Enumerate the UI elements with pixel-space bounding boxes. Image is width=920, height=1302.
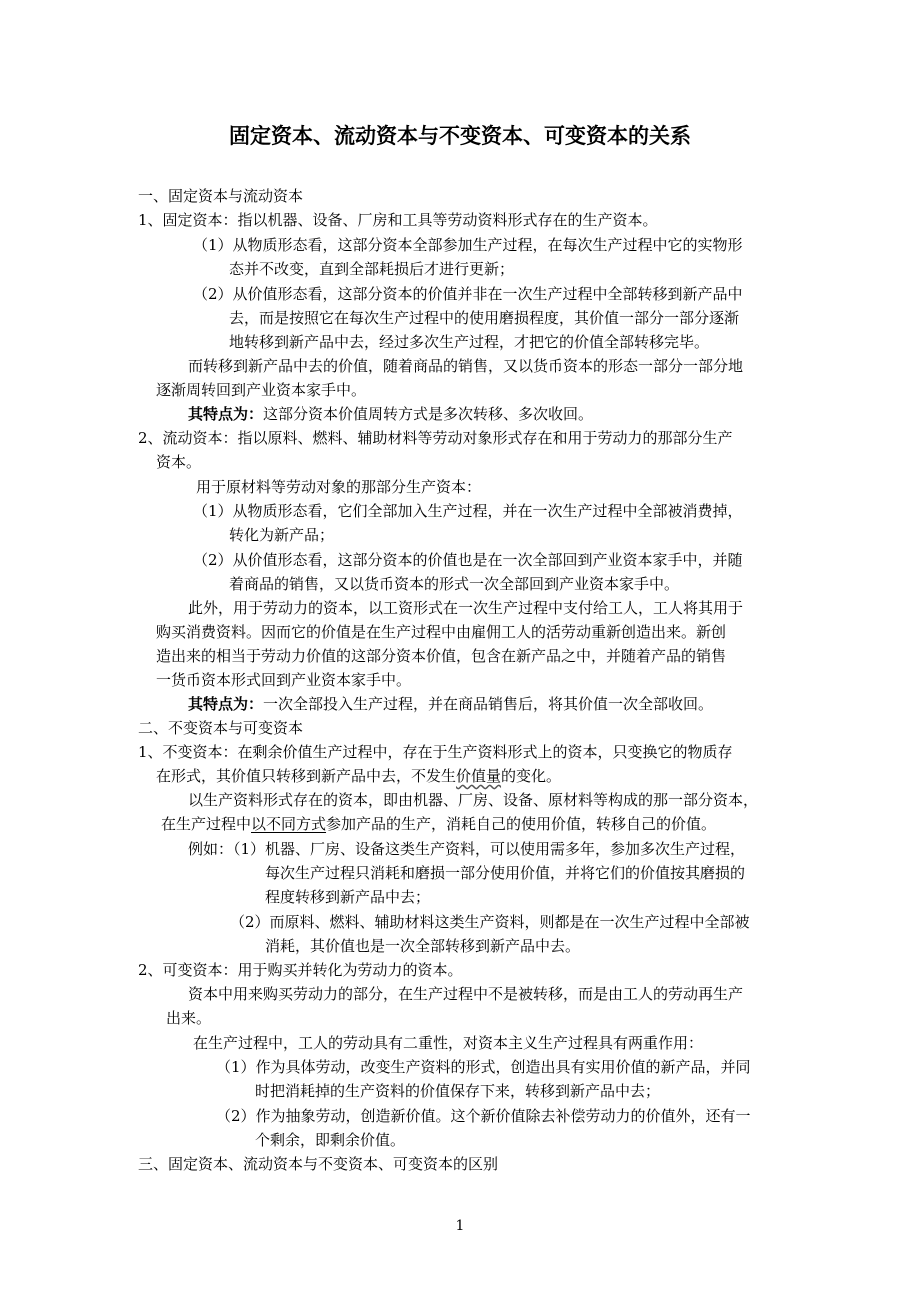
feature-text: 一次全部投入生产过程，并在商品销售后，将其价值一次全部收回。: [263, 695, 714, 713]
circulating-capital-definition-cont: 资本。: [156, 453, 202, 471]
fixed-capital-point-1-cont: 态并不改变，直到全部耗损后才进行更新；: [229, 260, 515, 278]
labor-duality-point-1-cont: 时把消耗掉的生产资料的价值保存下来，转移到新产品中去；: [255, 1082, 661, 1100]
circulating-capital-point-1: （1）从物质形态看，它们全部加入生产过程，并在一次生产过程中全部被消费掉，: [193, 502, 743, 520]
labor-capital-paragraph-cont: 一货币资本形式回到产业资本家手中。: [156, 671, 412, 689]
fixed-capital-point-2: （2）从价值形态看，这部分资本的价值并非在一次生产过程中全部转移到新产品中: [193, 285, 743, 303]
text-segment: 在生产过程中: [161, 815, 252, 833]
fixed-capital-definition: 1、固定资本：指以机器、设备、厂房和工具等劳动资料形式存在的生产资本。: [138, 211, 658, 229]
variable-capital-definition: 2、可变资本：用于购买并转化为劳动力的资本。: [138, 961, 463, 979]
circulating-capital-point-2: （2）从价值形态看，这部分资本的价值也是在一次全部回到产业资本家手中，并随: [193, 551, 743, 569]
value-quantity-term: 价值量: [456, 767, 502, 785]
fixed-capital-paragraph: 而转移到新产品中去的价值，随着商品的销售，又以货币资本的形态一部分一部分地: [188, 357, 744, 375]
section-1-heading: 一、固定资本与流动资本: [138, 187, 304, 205]
constant-capital-example-1-cont: 程度转移到新产品中去；: [265, 888, 431, 906]
labor-duality-point-2-cont: 个剩余，即剩余价值。: [255, 1131, 406, 1149]
constant-capital-example-2-cont: 消耗，其价值也是一次全部转移到新产品中去。: [265, 937, 581, 955]
labor-duality-point-1: （1）作为具体劳动，改变生产资料的形式，创造出具有实用价值的新产品，并同: [216, 1058, 751, 1076]
circulating-capital-intro: 用于原材料等劳动对象的那部分生产资本：: [196, 478, 482, 496]
labor-capital-paragraph-cont: 购买消费资料。因而它的价值是在生产过程中由雇佣工人的活劳动重新创造出来。新创: [156, 623, 727, 641]
constant-capital-definition: 1、不变资本：在剩余价值生产过程中，存在于生产资料形式上的资本，只变换它的物质存: [138, 743, 733, 761]
constant-capital-paragraph: 以生产资料形式存在的资本，即由机器、厂房、设备、原材料等构成的那一部分资本，: [188, 791, 759, 809]
variable-capital-paragraph: 资本中用来购买劳动力的部分，在生产过程中不是被转移，而是由工人的劳动再生产: [188, 985, 744, 1003]
text-segment: 的变化。: [501, 767, 562, 785]
text-segment: 参加产品的生产，消耗自己的使用价值，转移自己的价值。: [326, 815, 717, 833]
different-ways-term: 以不同方式: [251, 815, 327, 833]
circulating-capital-feature: [188, 692, 713, 716]
section-2-heading: 二、不变资本与可变资本: [138, 719, 304, 737]
fixed-capital-point-1: （1）从物质形态看，这部分资本全部参加生产过程，在每次生产过程中它的实物形: [193, 236, 743, 254]
labor-capital-paragraph: 此外，用于劳动力的资本，以工资形式在一次生产过程中支付给工人，工人将其用于: [188, 599, 744, 617]
constant-capital-example-1-cont: 每次生产过程只消耗和磨损一部分使用价值，并将它们的价值按其磨损的: [265, 864, 746, 882]
fixed-capital-feature: [188, 402, 593, 426]
labor-duality-paragraph: 在生产过程中，工人的劳动具有二重性，对资本主义生产过程具有两重作用：: [193, 1034, 704, 1052]
fixed-capital-point-2-cont: 地转移到新产品中去，经过多次生产过程，才把它的价值全部转移完毕。: [229, 333, 710, 351]
variable-capital-paragraph-cont: 出来。: [166, 1009, 212, 1027]
constant-capital-example-2: （2）而原料、燃料、辅助材料这类生产资料，则都是在一次生产过程中全部被: [230, 913, 750, 931]
circulating-capital-definition: 2、流动资本：指以原料、燃料、辅助材料等劳动对象形式存在和用于劳动力的那部分生产: [138, 429, 733, 447]
text-segment: 在形式，其价值只转移到新产品中去，不发生: [156, 767, 457, 785]
circulating-capital-point-2-cont: 着商品的销售，又以货币资本的形式一次全部回到产业资本家手中。: [229, 575, 680, 593]
document-title: 固定资本、流动资本与不变资本、可变资本的关系: [229, 124, 691, 148]
fixed-capital-paragraph-cont: 逐渐周转回到产业资本家手中。: [156, 381, 367, 399]
section-3-heading: 三、固定资本、流动资本与不变资本、可变资本的区别: [138, 1155, 499, 1173]
feature-text: 这部分资本价值周转方式是多次转移、多次收回。: [263, 405, 594, 423]
feature-label: 其特点为：: [188, 695, 264, 713]
labor-capital-paragraph-cont: 造出来的相当于劳动力价值的这部分资本价值，包含在新产品之中，并随着产品的销售: [156, 647, 727, 665]
fixed-capital-point-2-cont: 去，而是按照它在每次生产过程中的使用磨损程度，其价值一部分一部分逐渐: [229, 309, 740, 327]
circulating-capital-point-1-cont: 转化为新产品；: [229, 526, 335, 544]
constant-capital-paragraph-cont: [161, 812, 716, 836]
constant-capital-example-1: 例如：（1）机器、厂房、设备这类生产资料，可以使用需多年，参加多次生产过程，: [188, 840, 746, 858]
page-number: 1: [455, 1218, 465, 1234]
labor-duality-point-2: （2）作为抽象劳动，创造新价值。这个新价值除去补偿劳动力的价值外，还有一: [216, 1107, 751, 1125]
constant-capital-definition-cont: [156, 764, 561, 788]
feature-label: 其特点为：: [188, 405, 264, 423]
